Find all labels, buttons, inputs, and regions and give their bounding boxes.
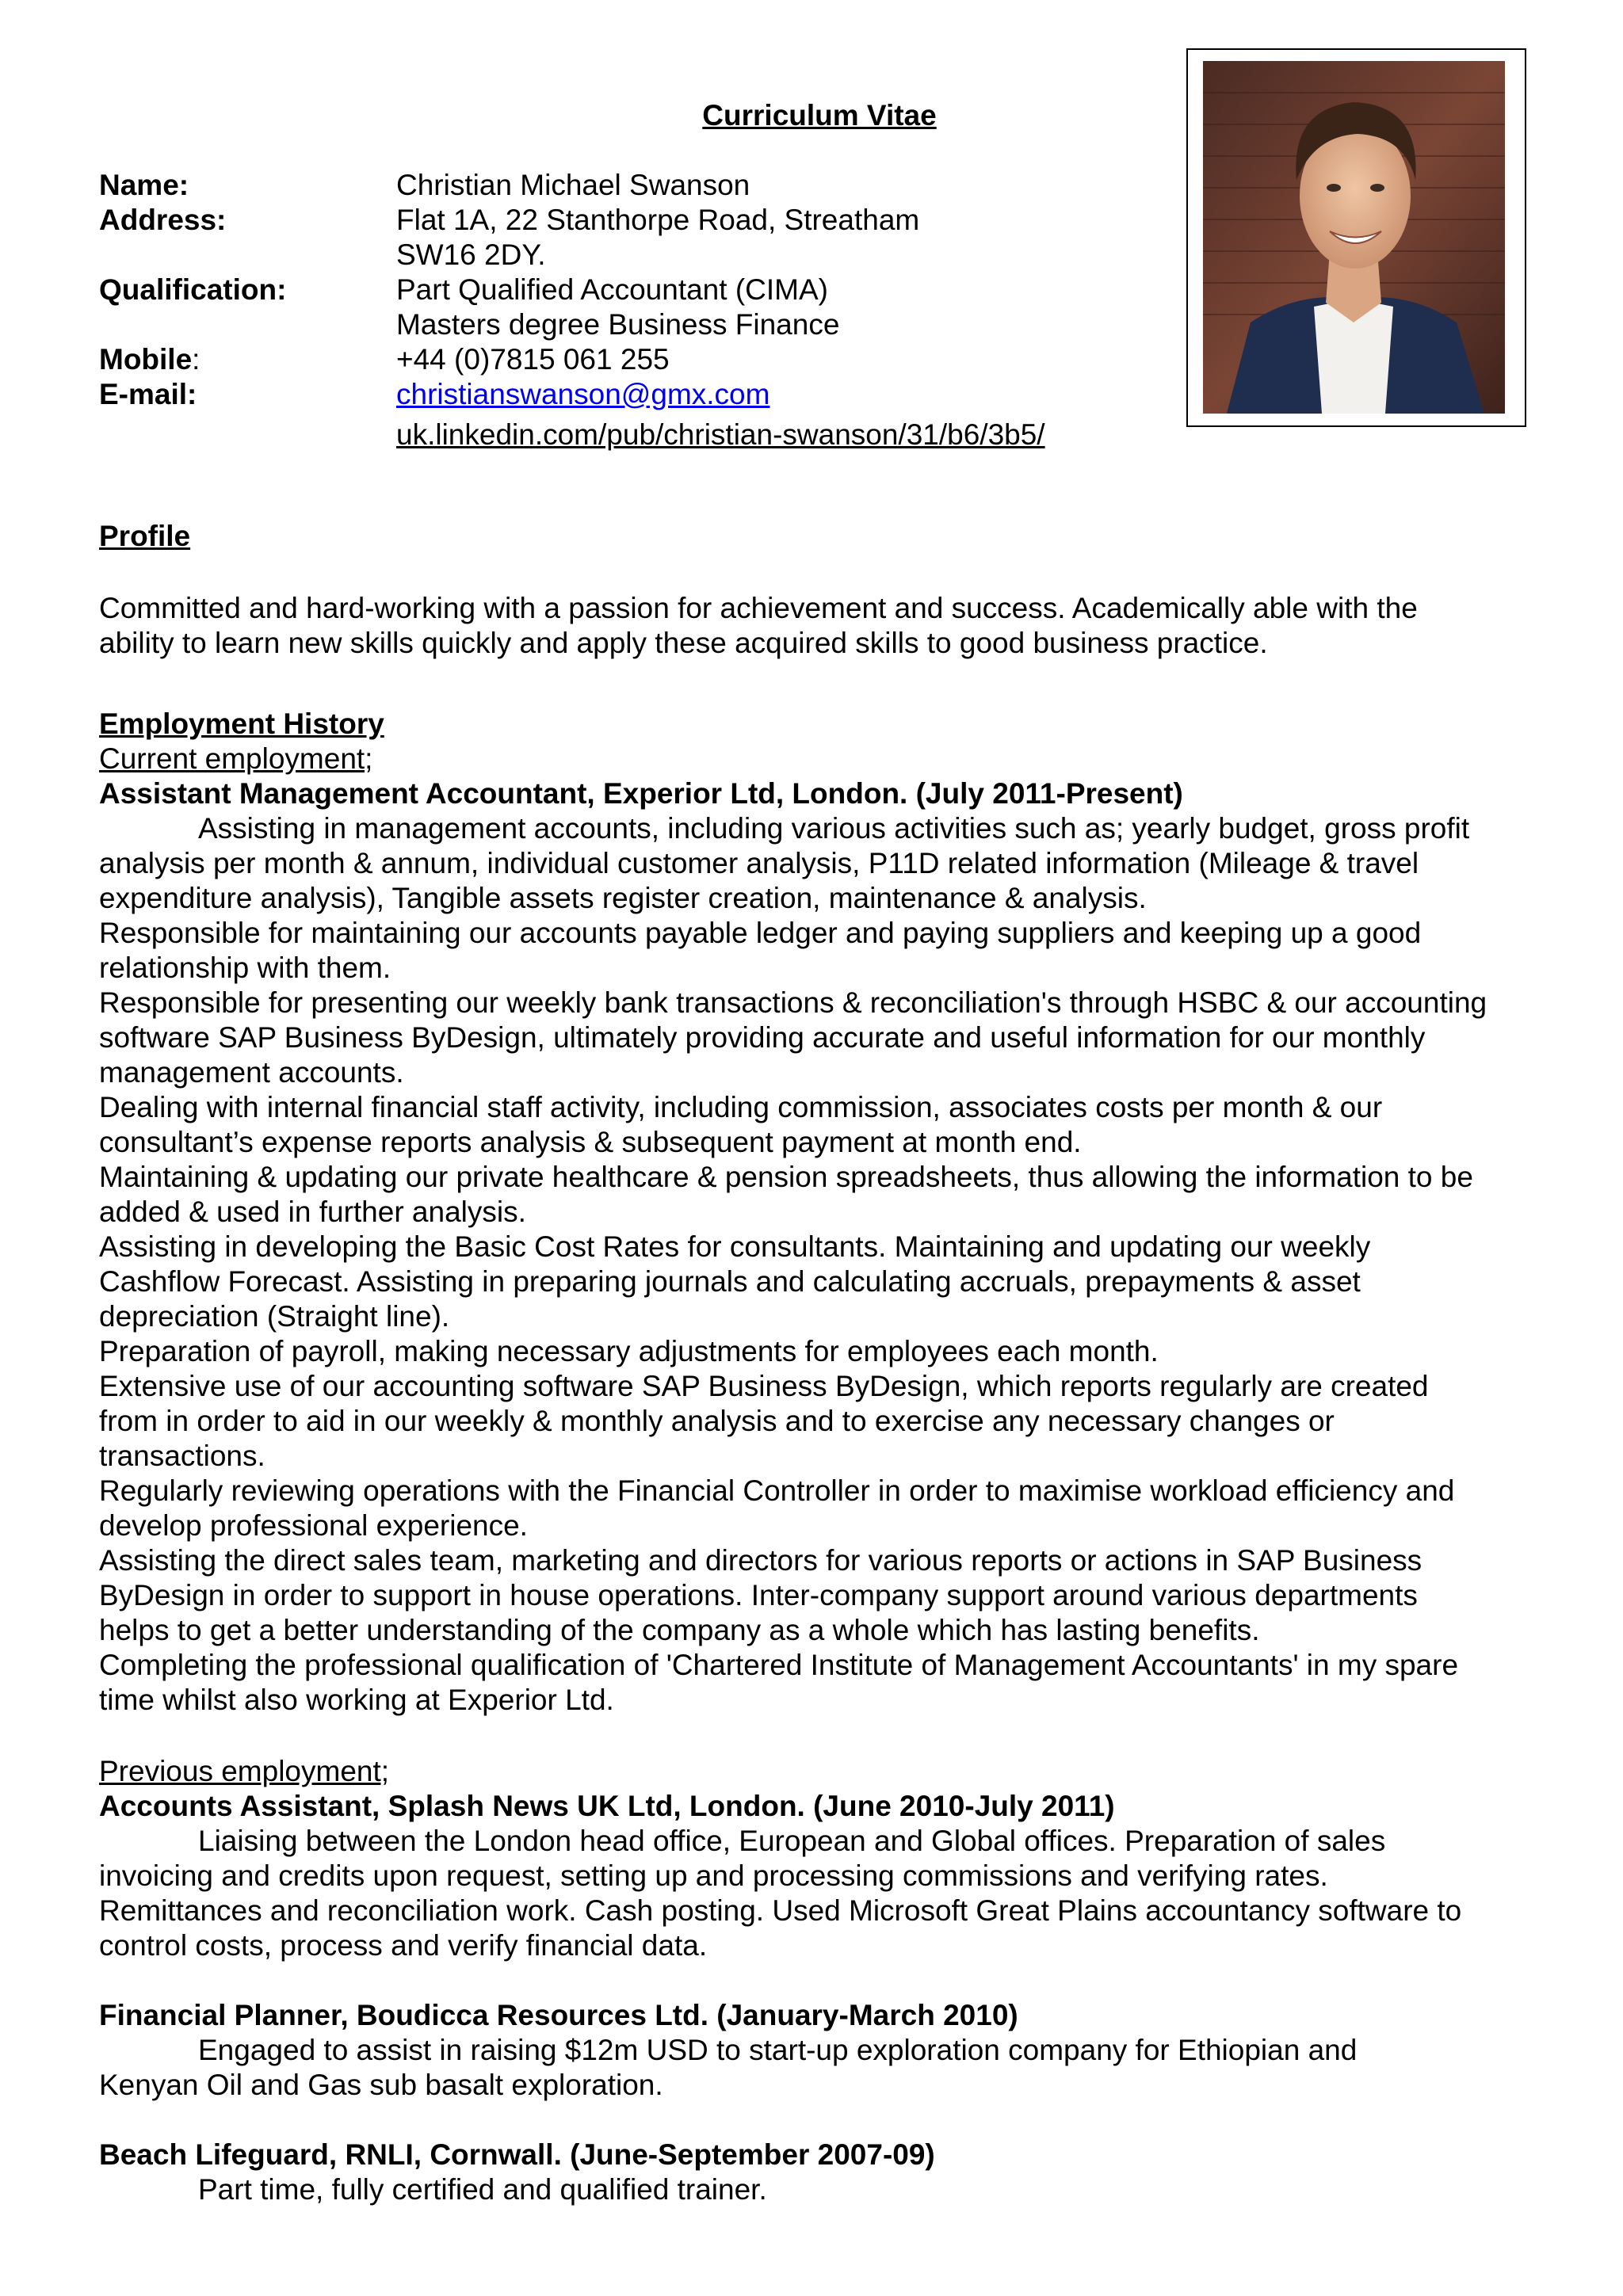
qualification-label: Qualification: <box>99 273 287 306</box>
description-line: Regularly reviewing operations with the Financial Controller in order to maximise workload efficiency and <box>99 1474 1455 1507</box>
qualification-line-1: Part Qualified Accountant (CIMA) <box>396 273 828 306</box>
employment-heading: Employment History <box>99 707 384 740</box>
description-line: Remittances and reconciliation work. Cash posting. Used Microsoft Great Plains accountancy software to <box>99 1894 1462 1927</box>
profile-line: Committed and hard-working with a passion for achievement and success. Academically able with the <box>99 592 1418 624</box>
description-line: software SAP Business ByDesign, ultimately providing accurate and useful information for our monthly <box>99 1021 1426 1054</box>
description-line: expenditure analysis), Tangible assets register creation, maintenance & analysis. <box>99 882 1147 914</box>
name-label: Name: <box>99 169 189 201</box>
description-line: Liaising between the London head office, European and Global offices. Preparation of sales <box>198 1825 1386 1857</box>
previous-job-title: Accounts Assistant, Splash News UK Ltd, London. (June 2010-July 2011) <box>99 1790 1115 1822</box>
description-line: Kenyan Oil and Gas sub basalt exploration. <box>99 2069 663 2101</box>
mobile-label <box>99 342 200 377</box>
previous-job-title: Beach Lifeguard, RNLI, Cornwall. (June-September 2007-09) <box>99 2138 935 2171</box>
previous-employment-label: Previous employment; <box>99 1755 390 1787</box>
description-line: Extensive use of our accounting software SAP Business ByDesign, which reports regularly are created <box>99 1370 1429 1402</box>
current-employment-label: Current employment; <box>99 742 373 775</box>
description-line: time whilst also working at Experior Ltd. <box>99 1684 614 1716</box>
description-line: helps to get a better understanding of the company as a whole which has lasting benefits. <box>99 1614 1260 1646</box>
description-line: consultant’s expense reports analysis & subsequent payment at month end. <box>99 1126 1082 1158</box>
description-line: Assisting the direct sales team, marketing and directors for various reports or actions in SAP Business <box>99 1544 1423 1577</box>
profile-line: ability to learn new skills quickly and apply these acquired skills to good business practice. <box>99 627 1268 659</box>
description-line: develop professional experience. <box>99 1509 528 1542</box>
description-line: Assisting in management accounts, including various activities such as; yearly budget, gross profit <box>198 812 1470 845</box>
description-line: Part time, fully certified and qualified trainer. <box>198 2173 767 2206</box>
email-label: E-mail: <box>99 378 197 410</box>
description-line: invoicing and credits upon request, setting up and processing commissions and verifying rates. <box>99 1859 1328 1892</box>
mobile-label-text: Mobile <box>99 343 193 376</box>
description-line: Assisting in developing the Basic Cost Rates for consultants. Maintaining and updating our weekly <box>99 1230 1371 1263</box>
description-line: ByDesign in order to support in house operations. Inter-company support around various departments <box>99 1579 1418 1611</box>
mobile-value: +44 (0)7815 061 255 <box>396 343 670 376</box>
description-line: Dealing with internal financial staff activity, including commission, associates costs per month & our <box>99 1091 1383 1123</box>
description-line: Preparation of payroll, making necessary adjustments for employees each month. <box>99 1335 1159 1367</box>
description-line: from in order to aid in our weekly & monthly analysis and to exercise any necessary changes or <box>99 1405 1335 1437</box>
name-value: Christian Michael Swanson <box>396 169 750 201</box>
description-line: added & used in further analysis. <box>99 1196 526 1228</box>
description-line: relationship with them. <box>99 952 391 984</box>
photo-frame <box>1186 48 1526 427</box>
profile-photo <box>1203 61 1505 414</box>
description-line: Engaged to assist in raising $12m USD to start-up exploration company for Ethiopian and <box>198 2034 1358 2066</box>
description-line: Responsible for presenting our weekly bank transactions & reconciliation's through HSBC & our accounting <box>99 986 1487 1019</box>
current-job-title: Assistant Management Accountant, Experior Ltd, London. (July 2011-Present) <box>99 777 1183 810</box>
email-link[interactable]: christianswanson@gmx.com <box>396 378 770 410</box>
description-line: depreciation (Straight line). <box>99 1300 450 1333</box>
profile-photo-image <box>1203 61 1505 414</box>
address-label: Address: <box>99 204 227 236</box>
description-line: Responsible for maintaining our accounts payable ledger and paying suppliers and keeping up a good <box>99 917 1422 949</box>
document-title: Curriculum Vitae <box>702 99 937 132</box>
mobile-label-colon: : <box>192 343 200 376</box>
previous-job-title: Financial Planner, Boudicca Resources Ltd. (January-March 2010) <box>99 1999 1018 2031</box>
description-line: analysis per month & annum, individual customer analysis, P11D related information (Mileage & travel <box>99 847 1419 879</box>
linkedin-link[interactable]: uk.linkedin.com/pub/christian-swanson/31/b6/3b5/ <box>396 418 1045 451</box>
description-line: control costs, process and verify financial data. <box>99 1929 708 1962</box>
description-line: transactions. <box>99 1440 265 1472</box>
address-line-2: SW16 2DY. <box>396 238 546 271</box>
profile-heading: Profile <box>99 520 191 552</box>
description-line: Cashflow Forecast. Assisting in preparing journals and calculating accruals, prepayments & asset <box>99 1265 1361 1298</box>
description-line: Completing the professional qualification of 'Chartered Institute of Management Accountants' in my spare <box>99 1649 1459 1681</box>
description-line: Maintaining & updating our private healthcare & pension spreadsheets, thus allowing the information to be <box>99 1161 1473 1193</box>
description-line: management accounts. <box>99 1056 404 1089</box>
address-line-1: Flat 1A, 22 Stanthorpe Road, Streatham <box>396 204 920 236</box>
qualification-line-2: Masters degree Business Finance <box>396 308 840 341</box>
